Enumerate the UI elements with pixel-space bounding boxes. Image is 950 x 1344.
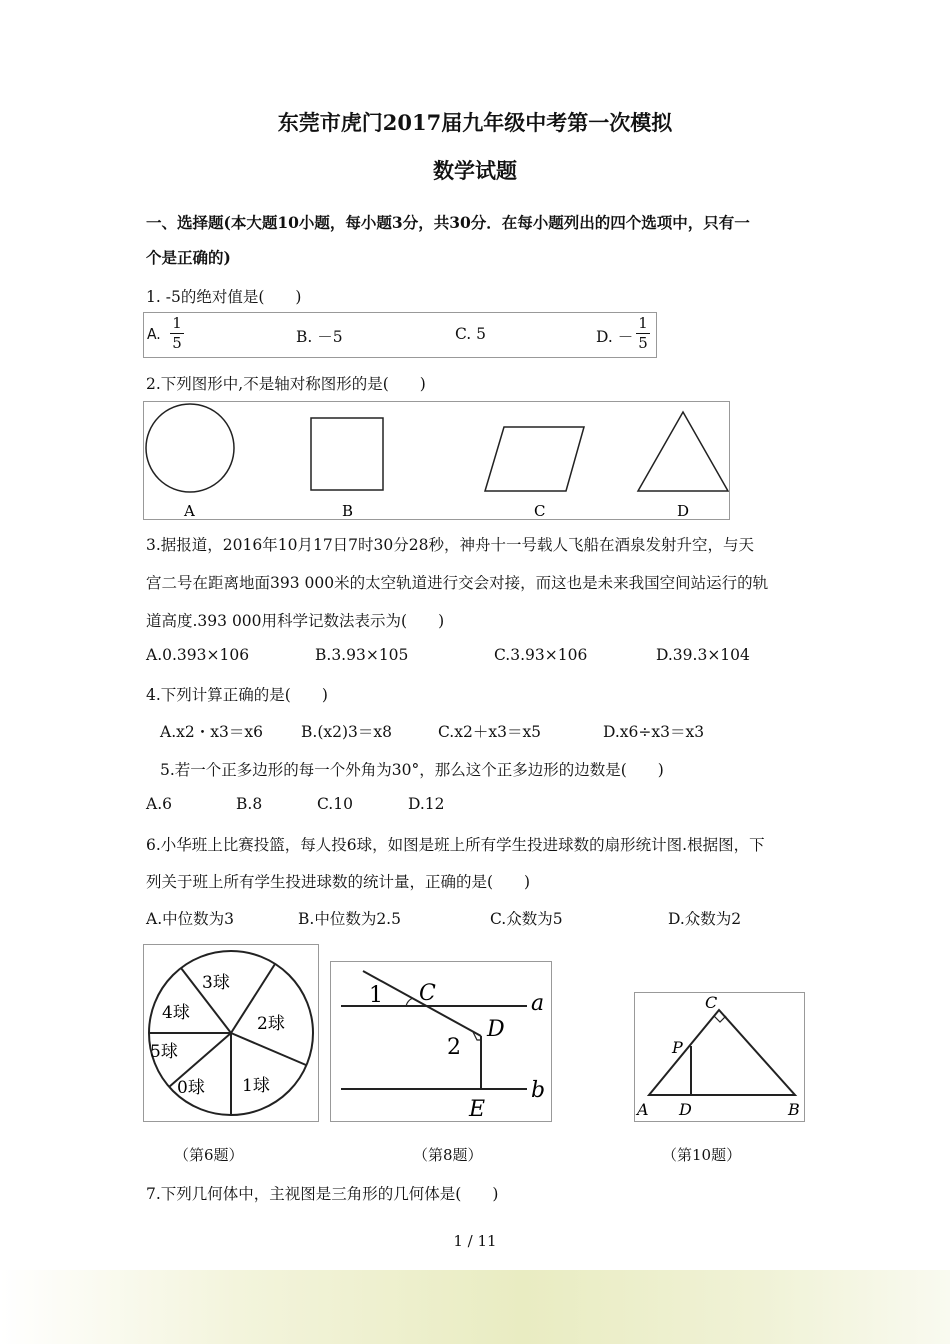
q3-option-a: A.0.393×106 [146,646,250,664]
question-3-line1: 3.据报道，2016年10月17日7时30分28秒，神舟十一号载人飞船在酒泉发射升空，与天 [146,536,754,554]
q6-option-d: D.众数为2 [668,910,742,928]
figure-10-box [634,992,805,1122]
question-1-stem: 1. -5的绝对值是( ) [146,288,302,306]
caption-figure-8: （第8题） [413,1146,483,1164]
shape-circle [146,404,234,492]
section-heading-line1: 一、选择题(本大题10小题，每小题3分，共30分．在每小题列出的四个选项中，只有一 [146,213,750,232]
question-7-stem: 7.下列几何体中，主视图是三角形的几何体是( ) [146,1185,499,1203]
question-2-stem: 2.下列图形中,不是轴对称图形的是( ) [146,375,426,393]
question-5-stem: 5.若一个正多边形的每一个外角为30°，那么这个正多边形的边数是( ) [160,761,664,779]
q6-option-c: C.众数为5 [490,910,563,928]
q3-option-d: D.39.3×104 [656,646,750,664]
question-3-line2: 宫二号在距离地面393 000米的太空轨道进行交会对接，而这也是未来我国空间站运行的轨 [146,574,769,592]
shape-label-c: C [534,502,546,519]
caption-figure-10: （第10题） [662,1146,742,1164]
pie-label-3: 3球 [202,973,230,993]
figure-6-box [143,944,319,1122]
q3-option-b: B.3.93×105 [315,646,409,664]
fig8-label-d: D [487,1017,505,1042]
pie-divider-3 [231,1033,306,1065]
document-title: 东莞市虎门2017届九年级中考第一次模拟 [277,110,673,135]
fig8-label-e: E [469,1097,486,1121]
document-subtitle: 数学试题 [433,158,517,183]
shape-square [311,418,383,490]
shape-label-b: B [342,502,354,519]
pie-label-2: 2球 [257,1014,285,1034]
q4-option-c: C.x2＋x3＝x5 [438,723,542,741]
fig8-label-a: a [531,991,545,1016]
question-3-line3: 道高度.393 000用科学记数法表示为( ) [146,612,445,630]
fig10-label-a: A [637,1100,649,1119]
q1-option-b: B. －5 [296,328,343,346]
q1-option-d: D. － [596,328,634,346]
shape-label-a: A [184,502,195,519]
q3-option-c: C.3.93×106 [494,646,588,664]
shape-parallelogram [485,427,584,491]
q1-option-a: A. [147,325,161,343]
figure-8-diagram [331,962,551,1121]
fig8-label-b: b [531,1078,546,1103]
fig10-label-b: B [788,1100,800,1119]
fig8-label-1: 1 [369,983,383,1008]
fig10-label-c: C [705,993,718,1012]
section-heading-line2: 个是正确的) [146,248,231,267]
pie-label-1: 1球 [242,1076,270,1096]
fig8-label-2: 2 [447,1035,461,1060]
caption-figure-6: （第6题） [174,1146,244,1164]
q5-option-d: D.12 [408,795,445,813]
q6-option-b: B.中位数为2.5 [298,910,401,928]
pie-label-5: 5球 [150,1042,178,1062]
pie-label-4: 4球 [162,1003,190,1023]
question-4-stem: 4.下列计算正确的是( ) [146,686,328,704]
q1-option-a-fraction: 1 5 [170,314,184,353]
q6-option-a: A.中位数为3 [146,910,234,928]
footer-decoration [0,1270,950,1344]
q5-option-c: C.10 [317,795,353,813]
question-1-options-box [143,312,657,358]
pie-label-0: 0球 [177,1078,205,1098]
figure-8-box [330,961,552,1122]
question-6-line2: 列关于班上所有学生投进球数的统计量，正确的是( ) [146,873,531,891]
angle-arc-1 [406,998,413,1006]
q5-option-b: B.8 [236,795,263,813]
question-6-line1: 6.小华班上比赛投篮，每人投6球，如图是班上所有学生投进球数的扇形统计图.根据图，下 [146,836,765,854]
q4-option-d: D.x6÷x3＝x3 [603,723,705,741]
fig10-label-p: P [672,1038,683,1057]
q1-option-c: C. 5 [455,325,487,343]
shape-triangle [638,412,728,491]
q4-option-a: A.x2・x3＝x6 [160,723,263,741]
triangle-abc [649,1010,795,1095]
shape-label-d: D [677,502,690,519]
symmetry-shapes-figure [144,402,729,519]
fig8-label-c: C [419,981,436,1006]
q5-option-a: A.6 [146,795,172,813]
page-number: 1 / 11 [453,1232,497,1250]
fig10-label-d: D [679,1100,692,1119]
q1-option-d-fraction: 1 5 [636,314,650,353]
q4-option-b: B.(x2)3＝x8 [301,723,392,741]
figure-6-pie [144,945,318,1121]
figure-10-diagram [635,993,804,1121]
question-2-figure [143,401,730,520]
